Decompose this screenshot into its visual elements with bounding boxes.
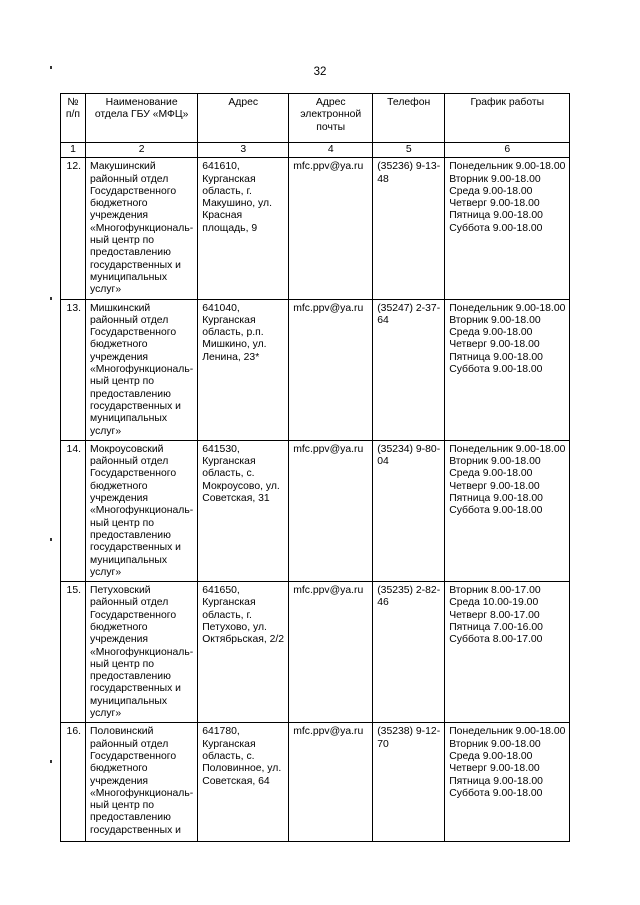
table-row <box>61 158 570 299</box>
mfc-offices-table <box>60 93 570 842</box>
schedule-line: Вторник 9.00-18.00 <box>449 456 541 468</box>
office-address: 641610, Курганская область, г. Макушино, ул. Красная площадь, 9 <box>198 158 289 299</box>
schedule-line: Пятница 9.00-18.00 <box>449 210 543 222</box>
office-email: mfc.ppv@ya.ru <box>289 158 373 299</box>
office-schedule <box>445 440 570 581</box>
header-number: № п/п <box>61 94 86 143</box>
office-name: Мишкинский районный отдел Государственного бюджетного учреждения «Многофункциональ-ный центр по предоставлению государственных и муниципальных услуг» <box>86 299 198 440</box>
header-phone: Телефон <box>373 94 445 143</box>
office-name: Мокроусовский районный отдел Государственного бюджетного учреждения «Многофункциональ-ный центр по предоставлению государственных и муниципальных услуг» <box>86 440 198 581</box>
schedule-line: Понедельник 9.00-18.00 <box>449 302 566 314</box>
schedule-line: Понедельник 9.00-18.00 <box>449 726 566 738</box>
table-row <box>61 723 570 842</box>
schedule-line: Понедельник 9.00-18.00 <box>449 443 566 455</box>
office-schedule <box>445 723 570 842</box>
schedule-line: Пятница 9.00-18.00 <box>449 351 543 363</box>
schedule-line: Суббота 8.00-17.00 <box>449 634 543 646</box>
table-row <box>61 440 570 581</box>
page-number: 32 <box>313 66 327 78</box>
schedule-line: Среда 9.00-18.00 <box>449 327 533 339</box>
office-address: 641780, Курганская область, с. Половинное, ул. Советская, 64 <box>198 723 289 842</box>
schedule-line: Среда 9.00-18.00 <box>449 185 533 197</box>
row-number: 12. <box>61 158 86 299</box>
row-number: 15. <box>61 582 86 723</box>
office-phone: (35234) 9-80-04 <box>373 440 445 581</box>
office-email: mfc.ppv@ya.ru <box>289 723 373 842</box>
office-phone: (35236) 9-13-48 <box>373 158 445 299</box>
schedule-line: Среда 9.00-18.00 <box>449 468 533 480</box>
header-schedule: График работы <box>445 94 570 143</box>
scan-mark <box>50 760 52 763</box>
office-name: Половинский районный отдел Государственного бюджетного учреждения «Многофункциональ-ный центр по предоставлению государственных и <box>86 723 198 842</box>
schedule-line: Понедельник 9.00-18.00 <box>449 161 566 173</box>
schedule-line: Пятница 7.00-16.00 <box>449 621 543 633</box>
schedule-line: Вторник 9.00-18.00 <box>449 173 541 185</box>
table-row <box>61 299 570 440</box>
schedule-line: Четверг 9.00-18.00 <box>449 339 540 351</box>
schedule-line: Вторник 9.00-18.00 <box>449 314 541 326</box>
office-schedule <box>445 158 570 299</box>
column-number: 4 <box>289 143 373 158</box>
schedule-line: Суббота 9.00-18.00 <box>449 505 543 517</box>
column-number: 2 <box>86 143 198 158</box>
row-number: 16. <box>61 723 86 842</box>
column-number: 5 <box>373 143 445 158</box>
scan-mark <box>50 297 52 300</box>
office-address: 641040, Курганская область, р.п. Мишкино, ул. Ленина, 23* <box>198 299 289 440</box>
column-number: 1 <box>61 143 86 158</box>
office-email: mfc.ppv@ya.ru <box>289 299 373 440</box>
column-number: 6 <box>445 143 570 158</box>
column-number: 3 <box>198 143 289 158</box>
schedule-line: Четверг 9.00-18.00 <box>449 763 540 775</box>
office-phone: (35235) 2-82-46 <box>373 582 445 723</box>
schedule-line: Вторник 8.00-17.00 <box>449 585 541 597</box>
schedule-line: Среда 9.00-18.00 <box>449 750 533 762</box>
schedule-line: Пятница 9.00-18.00 <box>449 775 543 787</box>
office-name: Макушинский районный отдел Государственного бюджетного учреждения «Многофункциональ-ный центр по предоставлению государственных и муниципальных услуг» <box>86 158 198 299</box>
column-numbers-row <box>61 143 570 158</box>
table-row <box>61 582 570 723</box>
row-number: 14. <box>61 440 86 581</box>
scan-mark <box>50 538 52 541</box>
header-email: Адрес электронной почты <box>289 94 373 143</box>
schedule-line: Пятница 9.00-18.00 <box>449 493 543 505</box>
office-address: 641530, Курганская область, с. Мокроусово, ул. Советская, 31 <box>198 440 289 581</box>
schedule-line: Вторник 9.00-18.00 <box>449 738 541 750</box>
header-name: Наименование отдела ГБУ «МФЦ» <box>86 94 198 143</box>
office-schedule <box>445 299 570 440</box>
office-email: mfc.ppv@ya.ru <box>289 440 373 581</box>
header-address: Адрес <box>198 94 289 143</box>
office-schedule <box>445 582 570 723</box>
schedule-line: Суббота 9.00-18.00 <box>449 222 543 234</box>
schedule-line: Среда 10.00-19.00 <box>449 597 539 609</box>
schedule-line: Суббота 9.00-18.00 <box>449 787 543 799</box>
schedule-line: Четверг 9.00-18.00 <box>449 198 540 210</box>
office-name: Петуховский районный отдел Государственного бюджетного учреждения «Многофункциональ-ный центр по предоставлению государственных и муниципальных услуг» <box>86 582 198 723</box>
schedule-line: Суббота 9.00-18.00 <box>449 364 543 376</box>
office-phone: (35238) 9-12-70 <box>373 723 445 842</box>
office-phone: (35247) 2-37-64 <box>373 299 445 440</box>
schedule-line: Четверг 8.00-17.00 <box>449 609 540 621</box>
schedule-line: Четверг 9.00-18.00 <box>449 480 540 492</box>
row-number: 13. <box>61 299 86 440</box>
office-address: 641650, Курганская область, г. Петухово, ул. Октябрьская, 2/2 <box>198 582 289 723</box>
office-email: mfc.ppv@ya.ru <box>289 582 373 723</box>
table-header-row <box>61 94 570 143</box>
